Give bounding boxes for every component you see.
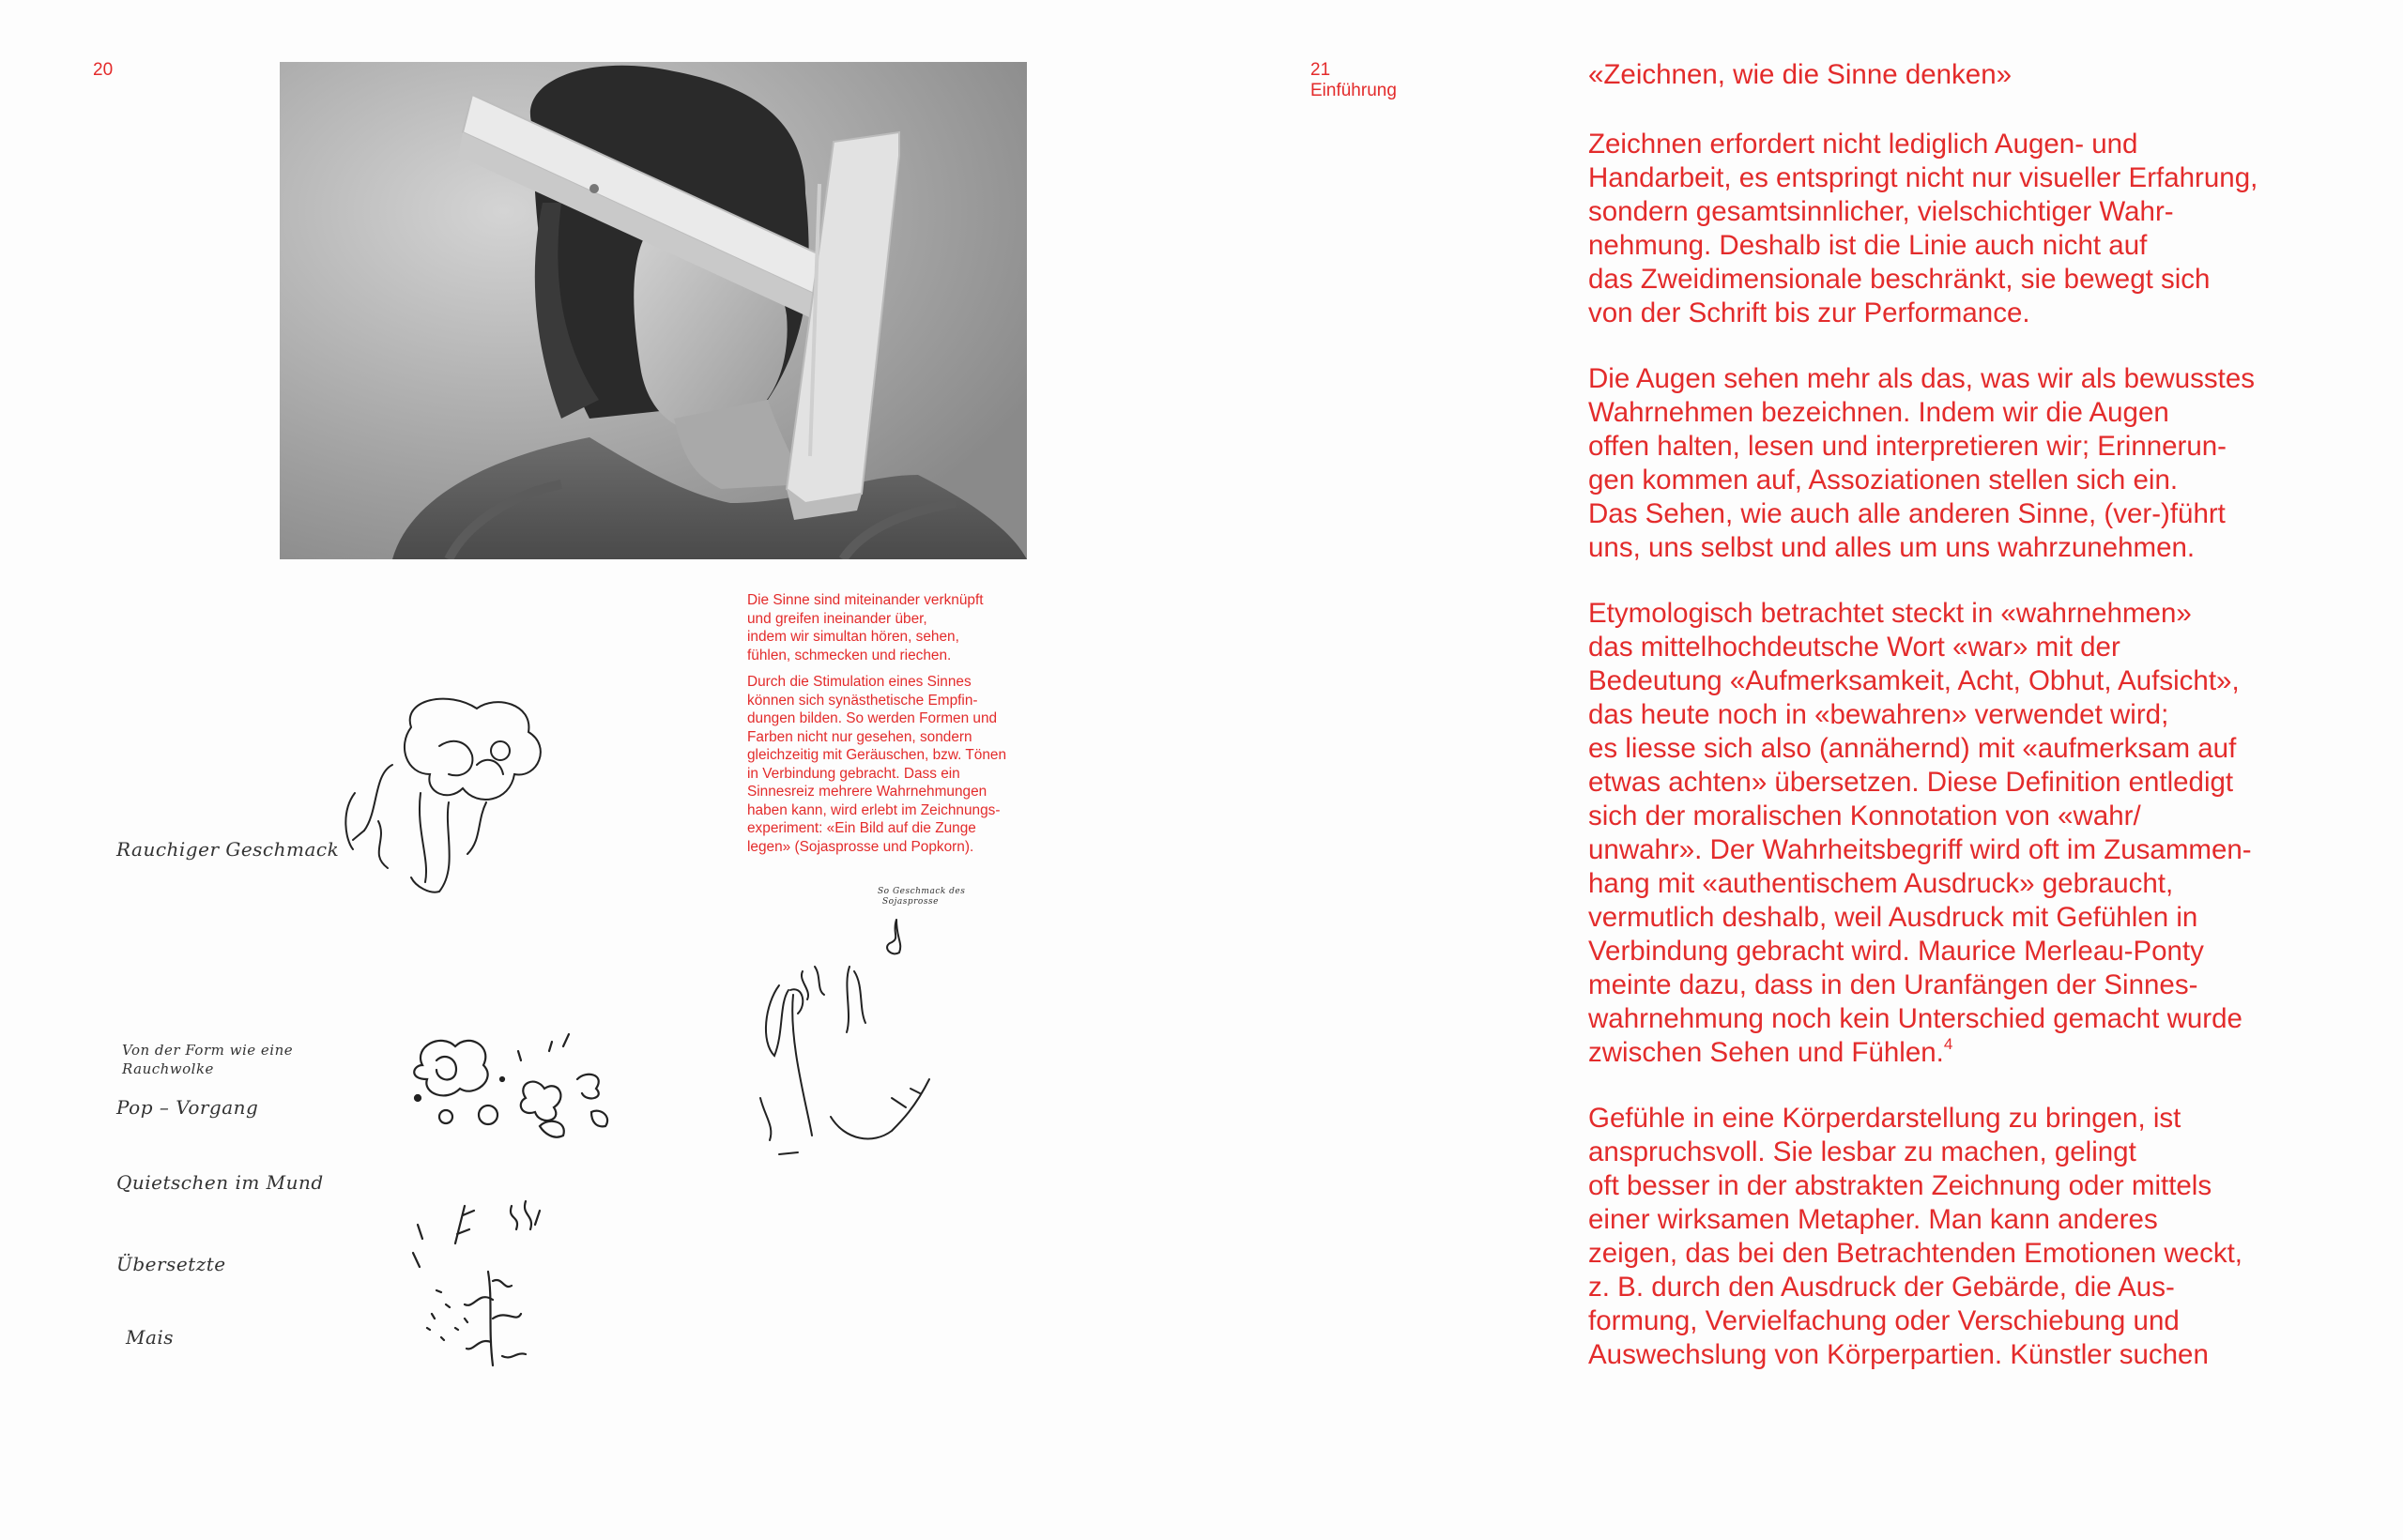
text-line: von der Schrift bis zur Performance.	[1588, 297, 2030, 328]
handwritten-note: Mais	[126, 1326, 175, 1349]
text-line: es liesse sich also (annähernd) mit «aufmerksam auf	[1588, 733, 2237, 764]
text-line: sondern gesamtsinnlicher, vielschichtiger Wahr-	[1588, 196, 2174, 227]
text-line: Auswechslung von Körperpartien. Künstler suchen	[1588, 1339, 2209, 1370]
handwritten-note: Sojasprosse	[882, 897, 939, 907]
article-title: «Zeichnen, wie die Sinne denken»	[1588, 59, 2013, 90]
caption-text	[747, 591, 1057, 864]
text-line: nehmung. Deshalb ist die Linie auch nicht auf	[1588, 230, 2148, 261]
text-line: etwas achten» übersetzen. Diese Definition entledigt	[1588, 767, 2234, 798]
text-line: Das Sehen, wie auch alle anderen Sinne, (ver-)führt	[1588, 498, 2226, 529]
text-line: wahrnehmung noch kein Unterschied gemacht wurde	[1588, 1003, 2242, 1034]
text-line: vermutlich deshalb, weil Ausdruck mit Gefühlen in	[1588, 902, 2198, 933]
text-line: Wahrnehmen bezeichnen. Indem wir die Augen	[1588, 397, 2169, 428]
caption-paragraph-1: Die Sinne sind miteinander verknüpft und greifen ineinander über, indem wir simultan hören, sehen, fühlen, schmecken und riechen.	[747, 592, 984, 663]
text-line: Bedeutung «Aufmerksamkeit, Acht, Obhut, Aufsicht»,	[1588, 665, 2240, 696]
left-page-number: 20	[93, 60, 114, 80]
article-paragraph-1	[1588, 128, 2367, 330]
footnote-marker: 4	[1943, 1035, 1953, 1053]
text-line: zeigen, das bei den Betrachtenden Emotionen weckt,	[1588, 1238, 2242, 1269]
handwritten-note: So Geschmack des	[878, 887, 966, 896]
text-line: unwahr». Der Wahrheitsbegriff wird oft im Zusammen-	[1588, 834, 2252, 865]
text-line: das Zweidimensionale beschränkt, sie bewegt sich	[1588, 264, 2211, 295]
text-line-content: zwischen Sehen und Fühlen.	[1588, 1037, 1944, 1068]
handwritten-note: Übersetzte	[116, 1253, 226, 1275]
handwritten-note: Rauchiger Geschmack	[116, 838, 340, 861]
text-line	[1588, 1036, 2367, 1070]
text-line: offen halten, lesen und interpretieren wir; Erinnerun-	[1588, 431, 2227, 462]
text-line: z. B. durch den Ausdruck der Gebärde, die Aus-	[1588, 1272, 2175, 1303]
text-line: gen kommen auf, Assoziationen stellen sich ein.	[1588, 465, 2179, 496]
article-paragraph-3	[1588, 597, 2367, 1070]
right-page-number: 21	[1310, 60, 1331, 80]
handwritten-note: Von der Form wie eine	[122, 1042, 294, 1059]
handwritten-note: Rauchwolke	[122, 1060, 214, 1077]
text-line: oft besser in der abstrakten Zeichnung oder mittels	[1588, 1170, 2212, 1201]
handwritten-note: Quietschen im Mund	[116, 1171, 324, 1194]
article-body	[1588, 128, 2367, 1404]
text-line: meinte dazu, dass in den Uranfängen der Sinnes-	[1588, 969, 2198, 1000]
text-line: das heute noch in «bewahren» verwendet wird;	[1588, 699, 2169, 730]
article-paragraph-2	[1588, 362, 2367, 565]
text-line: Etymologisch betrachtet steckt in «wahrnehmen»	[1588, 598, 2192, 629]
corn-plant-sketch-icon	[399, 1187, 587, 1375]
text-line: formung, Vervielfachung oder Verschiebung und	[1588, 1305, 2180, 1336]
caption-paragraph-2: Durch die Stimulation eines Sinnes können sich synästhetische Empfin- dungen bilden. So werden Formen und Farben nicht nur gesehen, sondern gleichzeitig mit Geräuschen, bzw. Tönen in Verbindung gebracht. Dass ein Sinnesreiz mehrere Wahrnehmungen haben kann, wird erlebt im Zeichnungs- experiment: «Ein Bild auf die Zunge legen» (Sojasprosse und Popkorn).	[747, 674, 1007, 855]
text-line: Gefühle in eine Körperdarstellung zu bringen, ist	[1588, 1103, 2181, 1134]
text-line: uns, uns selbst und alles um uns wahrzunehmen.	[1588, 532, 2196, 563]
text-line: hang mit «authentischem Ausdruck» gebraucht,	[1588, 868, 2174, 899]
text-line: Die Augen sehen mehr als das, was wir als bewusstes	[1588, 363, 2255, 394]
text-line: anspruchsvoll. Sie lesbar zu machen, gelingt	[1588, 1136, 2136, 1167]
article-paragraph-4	[1588, 1102, 2367, 1372]
photo-person-with-board	[280, 62, 1027, 559]
running-head: Einführung	[1310, 81, 1397, 100]
text-line: Handarbeit, es entspringt nicht nur visueller Erfahrung,	[1588, 162, 2258, 193]
text-line: Zeichnen erfordert nicht lediglich Augen- und	[1588, 129, 2138, 160]
text-line: einer wirksamen Metapher. Man kann anderes	[1588, 1204, 2158, 1235]
text-line: sich der moralischen Konnotation von «wahr/	[1588, 800, 2141, 831]
text-line: Verbindung gebracht wird. Maurice Merleau-Ponty	[1588, 936, 2204, 967]
smoke-faces-sketch-icon	[336, 690, 580, 896]
popcorn-sketch-icon	[404, 1023, 629, 1145]
photo-person-with-wooden-board-icon	[280, 62, 1027, 559]
text-line: das mittelhochdeutsche Wort «war» mit der	[1588, 632, 2120, 663]
handwritten-note: Pop – Vorgang	[116, 1096, 259, 1119]
soybean-sprout-sketch-icon	[742, 901, 957, 1201]
